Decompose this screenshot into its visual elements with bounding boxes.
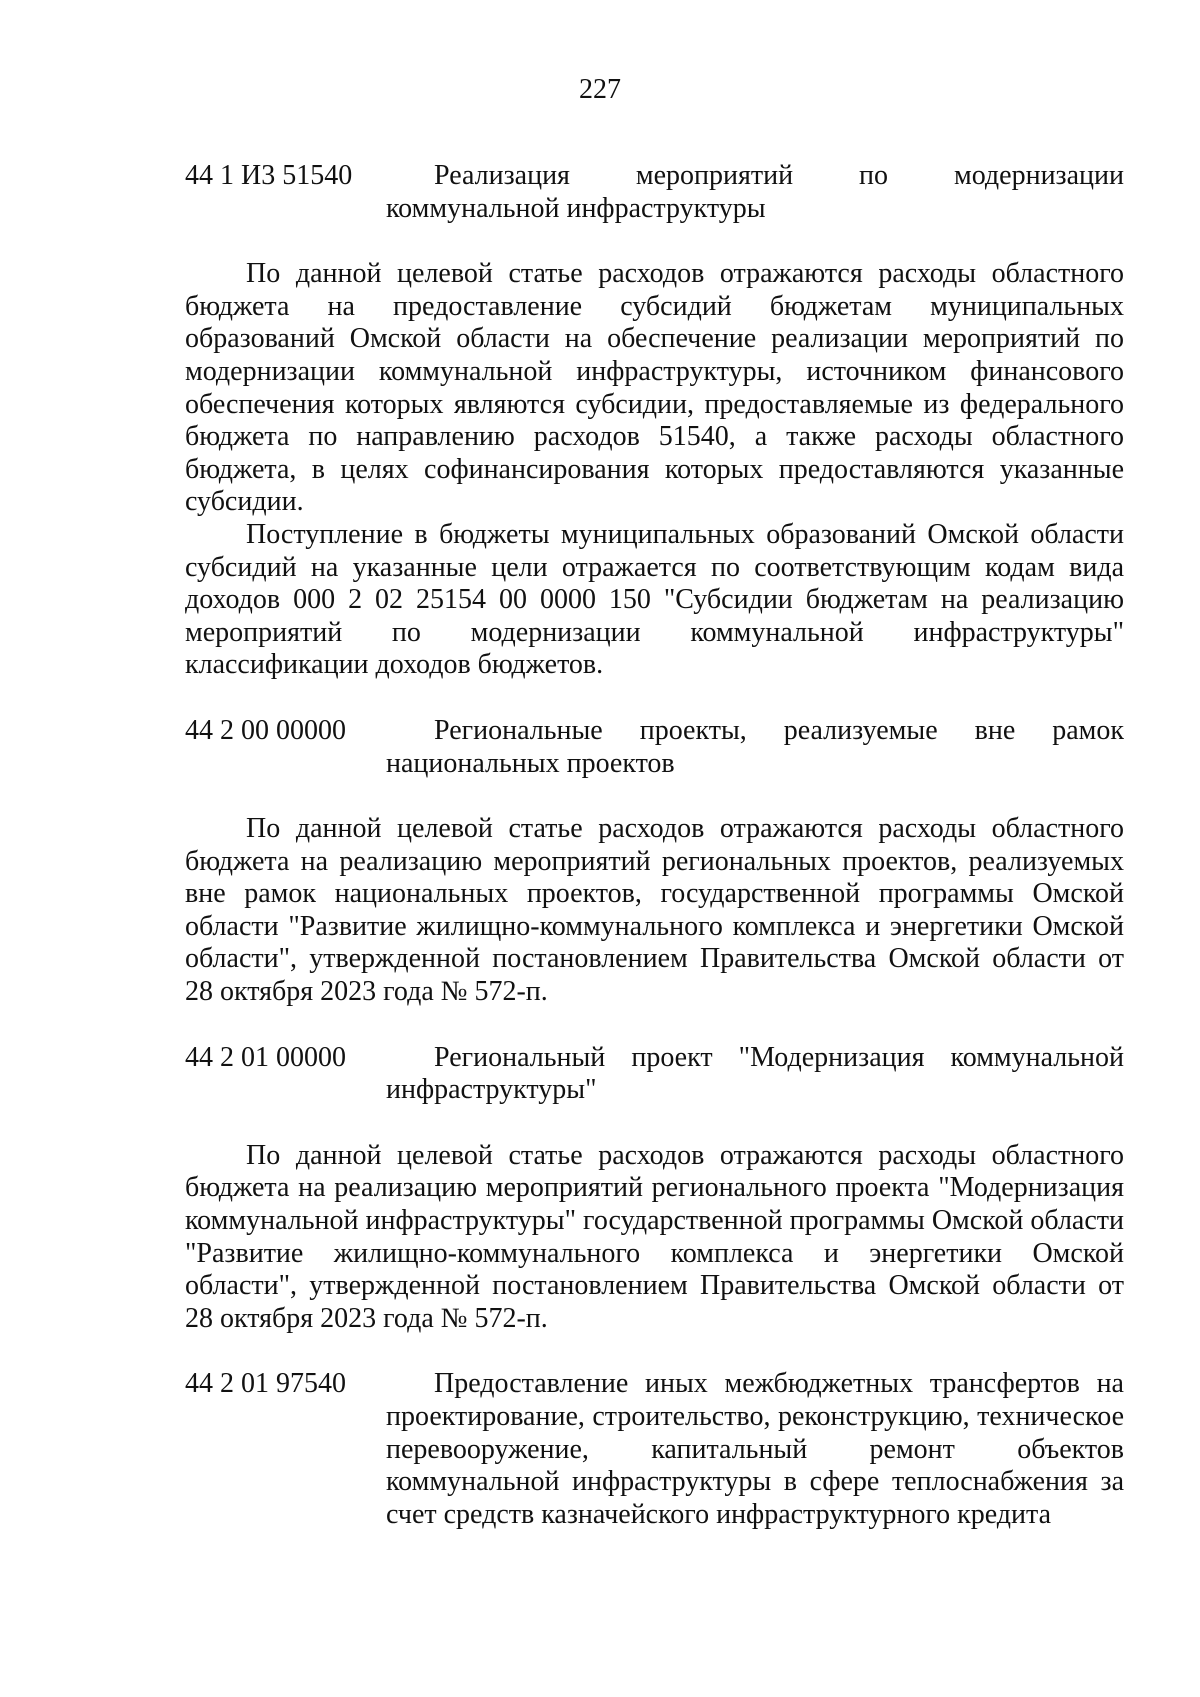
budget-item-heading [185, 1042, 1124, 1107]
budget-item-heading [185, 715, 1124, 780]
body-paragraph: По данной целевой статье расходов отражаются расходы областного бюджета на предоставление субсидий бюджетам муниципальных образований Омской области на обеспечение реализации мероприятий по модернизации коммунальной инфраструктуры, источником финансового обеспечения которых являются субсидии, предоставляемые из федерального бюджета по направлению расходов 51540, а также расходы областного бюджета, в целях софинансирования которых предоставляются указанные субсидии. [185, 258, 1124, 518]
budget-item-code: 44 2 01 00000 [185, 1041, 346, 1073]
budget-item-title: Региональные проекты, реализуемые вне рамок национальных проектов [386, 714, 1124, 779]
budget-item-title: Предоставление иных межбюджетных трансфертов на проектирование, строительство, реконструкцию, техническое перевооружение, капитальный ремонт объектов коммунальной инфраструктуры в сфере теплоснабжения за счет средств казначейского инфраструктурного кредита [386, 1368, 1124, 1530]
budget-item-code: 44 2 00 00000 [185, 714, 346, 746]
budget-item-code: 44 2 01 97540 [185, 1368, 346, 1400]
budget-item-heading [185, 160, 1124, 225]
budget-item-title: Реализация мероприятий по модернизации коммунальной инфраструктуры [386, 160, 1124, 224]
body-paragraph: По данной целевой статье расходов отражаются расходы областного бюджета на реализацию мероприятий региональных проектов, реализуемых вне рамок национальных проектов, государственной программы Омской области "Развитие жилищно-коммунального комплекса и энергетики Омской области", утвержденной постановлением Правительства Омской области от 28 октября 2023 года № 572-п. [185, 813, 1124, 1008]
page-number: 227 [579, 74, 621, 105]
budget-item-code: 44 1 И3 51540 [185, 160, 353, 191]
document-body [185, 160, 1124, 1531]
body-paragraph: По данной целевой статье расходов отражаются расходы областного бюджета на реализацию мероприятий регионального проекта "Модернизация коммунальной инфраструктуры" государственной программы Омской области "Развитие жилищно-коммунального комплекса и энергетики Омской области", утвержденной постановлением Правительства Омской области от 28 октября 2023 года № 572-п. [185, 1139, 1124, 1334]
body-paragraph: Поступление в бюджеты муниципальных образований Омской области субсидий на указанные цели отражается по соответствующим кодам вида доходов 000 2 02 25154 00 0000 150 "Субсидии бюджетам на реализацию мероприятий по модернизации коммунальной инфраструктуры" классификации доходов бюджетов. [185, 518, 1124, 681]
budget-item-heading [185, 1368, 1124, 1531]
budget-item-title: Региональный проект "Модернизация коммунальной инфраструктуры" [386, 1041, 1124, 1106]
